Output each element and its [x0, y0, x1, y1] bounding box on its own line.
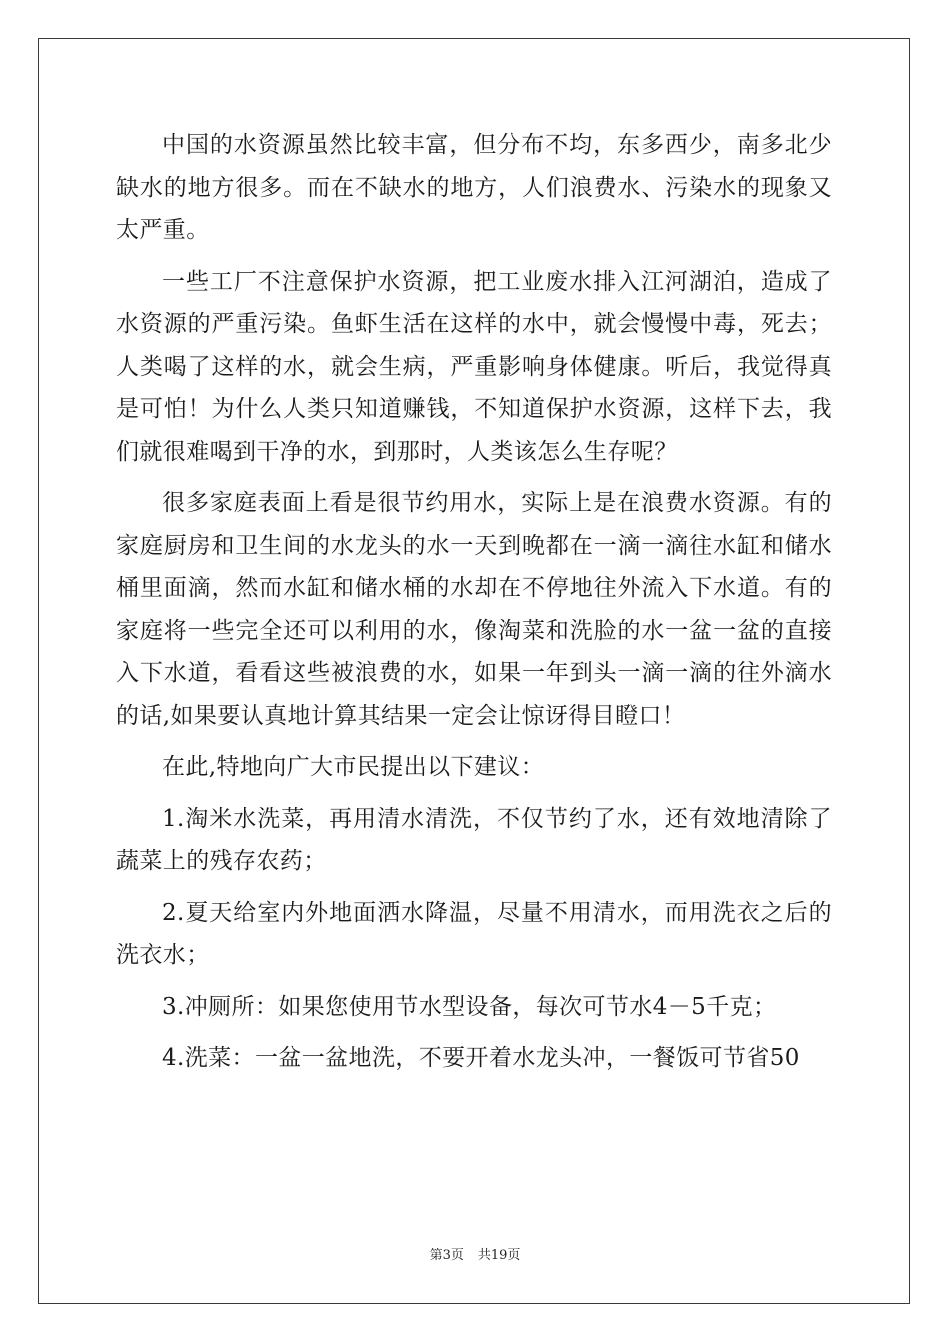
suggestion-1: 1.淘米水洗菜，再用清水清洗，不仅节约了水，还有效地清除了蔬菜上的残存农药；: [116, 805, 832, 874]
page-total: 共19页: [477, 1248, 521, 1263]
suggestion-2: 2.夏天给室内外地面洒水降温，尽量不用清水，而用洗衣之后的洗衣水；: [116, 899, 832, 968]
suggestion-3: 3.冲厕所：如果您使用节水型设备，每次可节水4－5千克；: [162, 993, 777, 1020]
paragraph-3: 很多家庭表面上看是很节约用水，实际上是在浪费水资源。有的家庭厨房和卫生间的水龙头的水一天到晚都在一滴一滴往水缸和储水桶里面滴，然而水缸和储水桶的水却在不停地往外流入下水道。有的家庭将一些完全还可以利用的水，像淘菜和洗脸的水一盆一盆的直接入下水道，看看这些被浪费的水，如果一年到头一滴一滴的往外滴水的话,如果要认真地计算其结果一定会让惊讶得目瞪口！: [116, 490, 832, 729]
page-number: 第3页: [429, 1248, 464, 1263]
paragraph-4: 在此,特地向广大市民提出以下建议：: [162, 754, 545, 780]
page-footer: [0, 1247, 950, 1265]
paragraph-1: 中国的水资源虽然比较丰富，但分布不均，东多西少，南多北少缺水的地方很多。而在不缺水的地方，人们浪费水、污染水的现象又太严重。: [116, 132, 832, 243]
document-body: [116, 124, 832, 1080]
suggestion-4: 4.洗菜：一盆一盆地洗，不要开着水龙头冲，一餐饭可节省50: [162, 1045, 800, 1071]
paragraph-2: 一些工厂不注意保护水资源，把工业废水排入江河湖泊，造成了水资源的严重污染。鱼虾生活在这样的水中，就会慢慢中毒，死去；人类喝了这样的水，就会生病，严重影响身体健康。听后，我觉得真是可怕！为什么人类只知道赚钱，不知道保护水资源，这样下去，我们就很难喝到干净的水，到那时，人类该怎么生存呢？: [116, 268, 832, 465]
